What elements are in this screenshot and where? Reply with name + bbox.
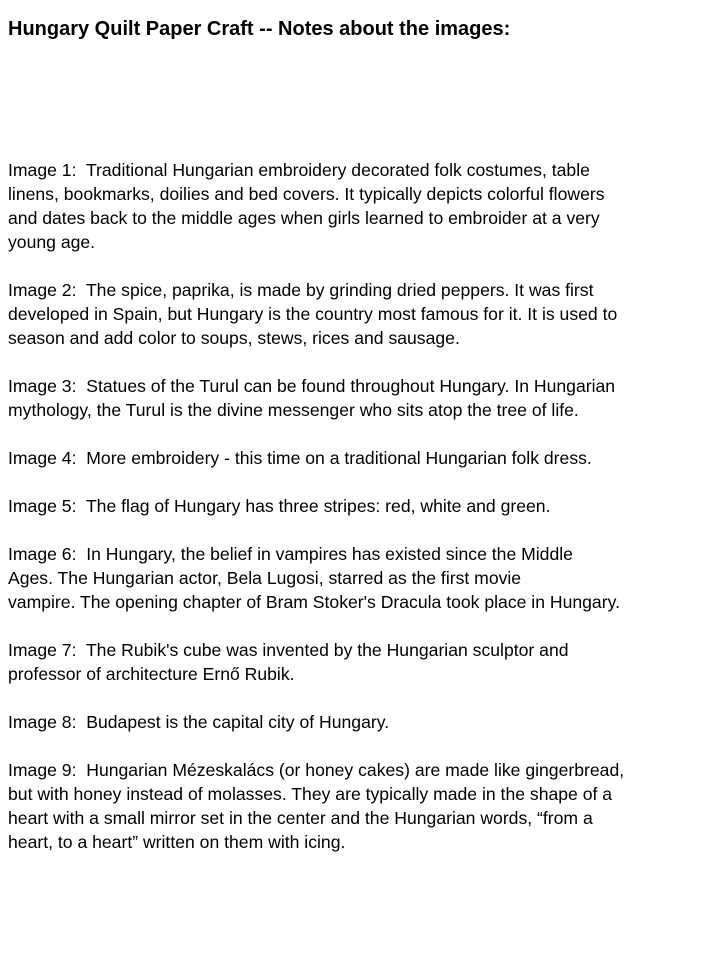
note-text: The Rubik's cube was invented by the Hungarian sculptor and professor of architecture Ernő Rubik. [8, 640, 569, 684]
note-text: Hungarian Mézeskalács (or honey cakes) are made like gingerbread, but with honey instead of molasses. They are typically made in the shape of a heart with a small mirror set in the center and the Hungarian words, “from a heart, to a heart” written on them with icing. [8, 760, 625, 852]
note-label: Image 9: [8, 760, 77, 780]
note-text: The flag of Hungary has three stripes: red, white and green. [85, 496, 551, 516]
note-text: In Hungary, the belief in vampires has existed since the Middle Ages. The Hungarian actor, Bela Lugosi, starred as the first movie vampire. The opening chapter of Bram Stoker's Dracula took place in Hungary. [8, 544, 620, 612]
image-notes [8, 158, 714, 878]
note-image-2 [8, 278, 714, 350]
note-image-8 [8, 710, 714, 734]
note-label: Image 6: [8, 544, 77, 564]
note-label: Image 4: [8, 448, 77, 468]
note-text: Traditional Hungarian embroidery decorated folk costumes, table linens, bookmarks, doilies and bed covers. It typically depicts colorful flowers and dates back to the middle ages when girls learned to embroider at a very young age. [8, 160, 605, 252]
note-image-5 [8, 494, 714, 518]
note-label: Image 3: [8, 376, 77, 396]
note-text: More embroidery - this time on a traditional Hungarian folk dress. [86, 448, 592, 468]
note-label: Image 5: [8, 496, 77, 516]
note-image-1 [8, 158, 714, 254]
note-image-7 [8, 638, 714, 686]
note-label: Image 1: [8, 160, 77, 180]
note-image-3 [8, 374, 714, 422]
note-image-4 [8, 446, 714, 470]
note-image-6 [8, 542, 714, 614]
note-label: Image 7: [8, 640, 77, 660]
note-label: Image 2: [8, 280, 77, 300]
note-text: The spice, paprika, is made by grinding dried peppers. It was first developed in Spain, but Hungary is the country most famous for it. It is used to season and add color to soups, stews, rices and sausage. [8, 280, 618, 348]
page-title: Hungary Quilt Paper Craft -- Notes about the images: [8, 18, 511, 40]
note-text: Statues of the Turul can be found throughout Hungary. In Hungarian mythology, the Turul is the divine messenger who sits atop the tree of life. [8, 376, 616, 420]
note-image-9 [8, 758, 714, 854]
note-text: Budapest is the capital city of Hungary. [86, 712, 390, 732]
note-label: Image 8: [8, 712, 77, 732]
